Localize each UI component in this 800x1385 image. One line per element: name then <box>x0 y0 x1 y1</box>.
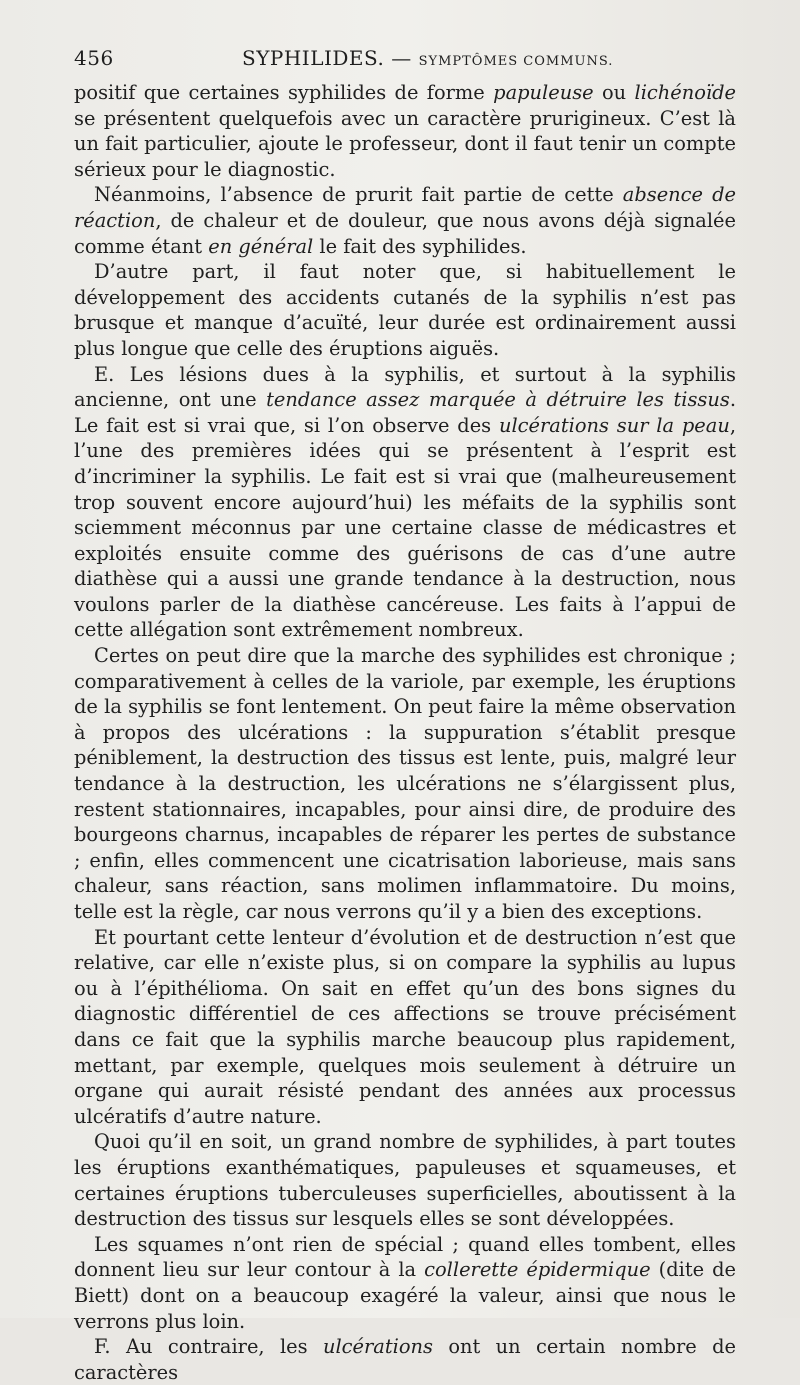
body-text <box>74 80 736 1385</box>
text-run: E. Les lésions dues à la syphilis, et surtout à la syphilis ancienne, ont une <box>74 362 736 412</box>
running-head <box>242 46 613 70</box>
page-header <box>74 46 736 76</box>
paragraph-3 <box>74 259 736 361</box>
running-head-subtitle: SYMPTÔMES COMMUNS. <box>418 54 614 69</box>
text-run: Quoi qu’il en soit, un grand nombre de syphilides, à part toutes les éruptions exanthématiques, papuleuses et squameuses, et certaines éruptions tuberculeuses superficielles, aboutissent à la destruction des tissus sur lesquels elles se sont développées. <box>74 1130 736 1231</box>
text-run: le fait des syphilides. <box>313 234 527 258</box>
italic-text: ulcérations sur la peau <box>498 413 730 437</box>
paragraph-5 <box>74 643 736 925</box>
paragraph-4 <box>74 362 736 644</box>
page-number: 456 <box>74 46 114 70</box>
paragraph-9 <box>74 1334 736 1385</box>
text-run: Néanmoins, l’absence de prurit fait partie de cette <box>94 183 623 207</box>
text-run: Et pourtant cette lenteur d’évolution et de destruction n’est que relative, car elle n’existe plus, si on compare la syphilis au lupus ou à l’épithélioma. On sait en effet qu’un des bons signes du diagnostic différentiel de ces affections se trouve précisément dans ce fait que la syphilis marche beaucoup plus rapidement, mettant, par exemple, quelques mois seulement à détruire un organe qui aurait résisté pendant des années aux processus ulcératifs d’autre nature. <box>74 925 736 1128</box>
italic-text: tendance assez marquée à détruire les tissus <box>266 388 730 412</box>
italic-text: papuleuse <box>493 81 594 104</box>
text-run: . Le fait est si vrai que, si l’on observe des <box>74 388 736 437</box>
italic-text: lichénoïde <box>634 81 736 104</box>
text-run: Certes on peut dire que la marche des syphilides est chronique ; comparativement à celles de la variole, par exemple, les éruptions de la syphilis se font lentement. On peut faire la même observation à propos des ulcérations : la suppuration s’établit presque péniblement, la destruction des tissus est lente, puis, malgré leur tendance à la destruction, les ulcérations ne s’élargissent plus, restent stationnaires, incapables, pour ainsi dire, de produire des bourgeons charnus, incapables de réparer les pertes de substance ; enfin, elles commencent une cicatrisation laborieuse, mais sans chaleur, sans réaction, sans molimen inflammatoire. Du moins, telle est la règle, car nous verrons qu’il y a bien des exceptions. <box>74 644 736 923</box>
paragraph-6 <box>74 925 736 1130</box>
text-run: se présentent quelquefois avec un caractère prurigineux. C’est là un fait particulier, ajoute le professeur, dont il faut tenir un compte sérieux pour le diagnostic. <box>74 106 736 181</box>
text-run: F. Au contraire, les <box>94 1335 323 1359</box>
running-head-dash: — <box>391 46 412 70</box>
text-run: ont un certain nombre de caractères <box>74 1335 737 1384</box>
italic-text: collerette épidermique <box>424 1258 651 1282</box>
text-run: Les squames n’ont rien de spécial ; quand elles tombent, elles donnent lieu sur leur contour à la <box>74 1232 736 1282</box>
text-run: positif que certaines syphilides de forme <box>74 81 494 104</box>
paragraph-2 <box>74 182 736 259</box>
text-run: (dite de Biett) dont on a beaucoup exagéré la valeur, ainsi que nous le verrons plus loin. <box>74 1258 737 1333</box>
text-run: D’autre part, il faut noter que, si habituellement le développement des accidents cutanés de la syphilis n’est pas brusque et manque d’acuïté, leur durée est ordinairement aussi plus longue que celle des éruptions aiguës. <box>74 260 736 360</box>
running-head-title: SYPHILIDES. <box>242 46 385 70</box>
paragraph-7 <box>74 1129 736 1231</box>
italic-text: ulcérations <box>322 1335 433 1359</box>
italic-text: absence de réaction <box>74 183 736 232</box>
text-run: , l’une des premières idées qui se présentent à l’esprit est d’incriminer la syphilis. Le fait est si vrai que (malheureusement trop souvent encore aujourd’hui) les méfaits de la syphilis sont sciemment méconnus par une certaine classe de médicastres et exploités ensuite comme des guérisons de cas d’une autre diathèse qui a aussi une grande tendance à la destruction, nous voulons parler de la diathèse cancéreuse. Les faits à l’appui de cette allégation sont extrêmement nombreux. <box>74 413 736 642</box>
text-run: , de chaleur et de douleur, que nous avons déjà signalée comme étant <box>74 208 736 258</box>
text-run: ou <box>593 81 635 104</box>
paragraph-1 <box>74 80 736 182</box>
italic-text: en général <box>208 234 314 258</box>
paragraph-8 <box>74 1232 736 1334</box>
